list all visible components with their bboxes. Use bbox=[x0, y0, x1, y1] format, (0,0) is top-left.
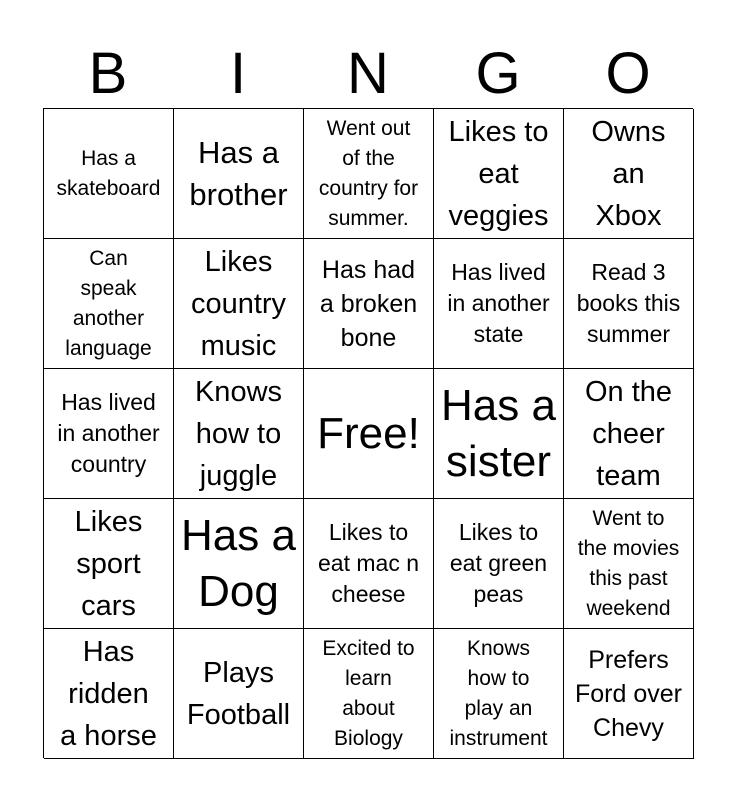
bingo-cell-r1-c5[interactable] bbox=[564, 109, 694, 239]
bingo-cell-text: Excited to learn about Biology bbox=[322, 636, 415, 750]
bingo-cell-text: Has lived in another state bbox=[447, 259, 550, 347]
bingo-cell-r2-c1[interactable] bbox=[44, 239, 174, 369]
bingo-cell-r2-c4[interactable] bbox=[434, 239, 564, 369]
header-letter-b: B bbox=[88, 41, 128, 106]
bingo-card-grid bbox=[43, 108, 693, 758]
bingo-cell-r1-c3[interactable] bbox=[304, 109, 434, 239]
bingo-cell-r2-c5[interactable] bbox=[564, 239, 694, 369]
bingo-cell-r1-c2[interactable] bbox=[174, 109, 304, 239]
header-letter-i: I bbox=[229, 41, 247, 106]
bingo-cell-r3-c5[interactable] bbox=[564, 369, 694, 499]
bingo-cell-r5-c4[interactable] bbox=[434, 629, 564, 759]
bingo-cell-text: Has a skateboard bbox=[56, 146, 161, 200]
bingo-cell-r4-c2[interactable] bbox=[174, 499, 304, 629]
bingo-cell-text: Likes to eat green peas bbox=[449, 519, 548, 607]
bingo-cell-r4-c1[interactable] bbox=[44, 499, 174, 629]
bingo-cell-text: Has had a broken bone bbox=[319, 255, 418, 352]
bingo-cell-r4-c5[interactable] bbox=[564, 499, 694, 629]
bingo-cell-r2-c2[interactable] bbox=[174, 239, 304, 369]
bingo-cell-text: Likes to eat mac n cheese bbox=[318, 519, 419, 607]
bingo-cell-r1-c1[interactable] bbox=[44, 109, 174, 239]
bingo-cell-text: Plays Football bbox=[186, 656, 291, 731]
bingo-cell-r3-c1[interactable] bbox=[44, 369, 174, 499]
bingo-cell-r5-c5[interactable] bbox=[564, 629, 694, 759]
bingo-cell-text: Owns an Xbox bbox=[591, 115, 666, 232]
header-letter-g: G bbox=[475, 41, 521, 106]
bingo-cell-text: Went out of the country for summer. bbox=[318, 116, 419, 230]
bingo-cell-r4-c3[interactable] bbox=[304, 499, 434, 629]
bingo-cell-text: Read 3 books this summer bbox=[576, 259, 681, 347]
bingo-cell-text: Knows how to juggle bbox=[194, 375, 283, 492]
bingo-cell-text: Likes to eat veggies bbox=[448, 115, 549, 232]
bingo-cell-text: Has a Dog bbox=[181, 510, 296, 616]
bingo-cell-text: Has a sister bbox=[441, 380, 556, 486]
bingo-cell-free-space[interactable] bbox=[304, 369, 434, 499]
header-letter-n: N bbox=[347, 41, 389, 106]
bingo-cell-r4-c4[interactable] bbox=[434, 499, 564, 629]
bingo-cell-text: On the cheer team bbox=[584, 375, 673, 492]
bingo-cell-text: Has a brother bbox=[189, 134, 288, 212]
bingo-cell-r5-c3[interactable] bbox=[304, 629, 434, 759]
bingo-cell-r3-c2[interactable] bbox=[174, 369, 304, 499]
bingo-cell-text: Went to the movies this past weekend bbox=[577, 506, 680, 620]
bingo-cell-text: Knows how to play an instrument bbox=[449, 636, 548, 750]
bingo-cell-text: Likes sport cars bbox=[74, 505, 143, 622]
bingo-cell-text: Likes country music bbox=[190, 245, 287, 362]
bingo-header bbox=[43, 40, 693, 108]
bingo-cell-r3-c4[interactable] bbox=[434, 369, 564, 499]
bingo-cell-text: Can speak another language bbox=[65, 246, 152, 360]
bingo-cell-r2-c3[interactable] bbox=[304, 239, 434, 369]
bingo-cell-text: Free! bbox=[317, 408, 420, 458]
bingo-cell-r5-c2[interactable] bbox=[174, 629, 304, 759]
bingo-cell-r1-c4[interactable] bbox=[434, 109, 564, 239]
bingo-cell-text: Has ridden a horse bbox=[60, 635, 157, 752]
bingo-cell-text: Prefers Ford over Chevy bbox=[575, 645, 682, 742]
bingo-cell-text: Has lived in another country bbox=[57, 389, 160, 477]
header-letter-o: O bbox=[605, 41, 651, 106]
bingo-cell-r5-c1[interactable] bbox=[44, 629, 174, 759]
